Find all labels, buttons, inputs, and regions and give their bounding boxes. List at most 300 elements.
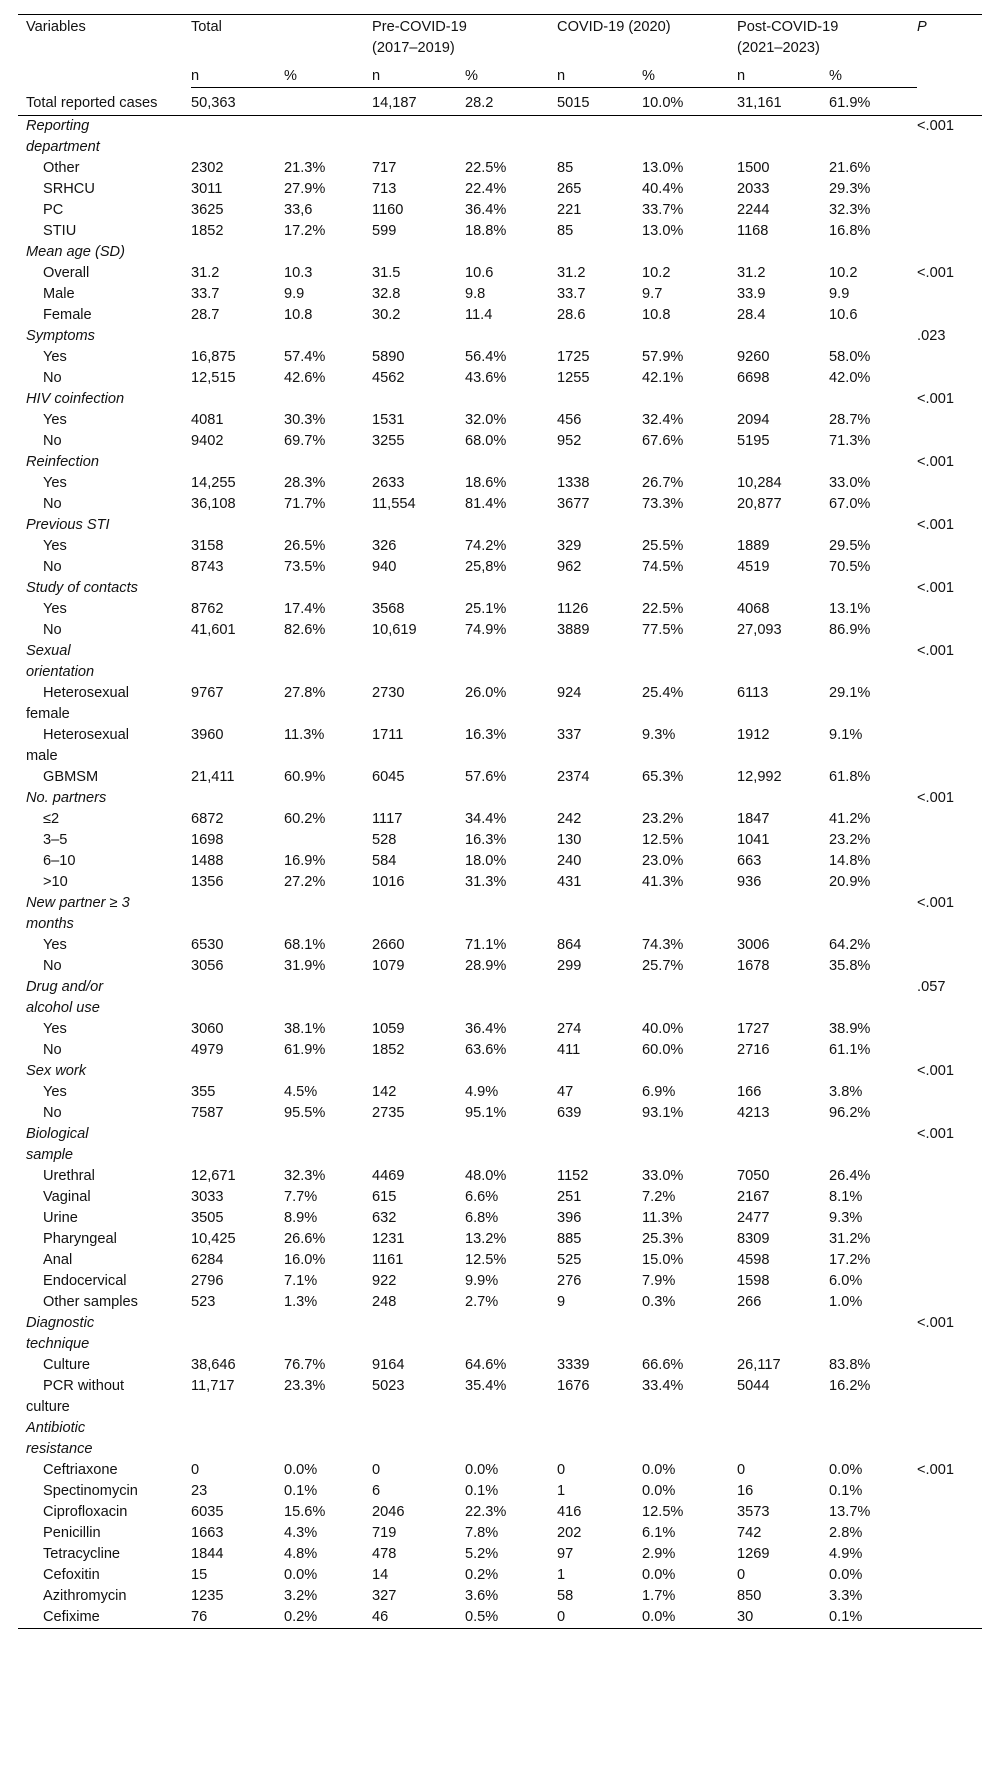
total-total-pct: [284, 88, 372, 116]
cell-p-value: [917, 200, 982, 221]
cell-total-pct: 27.2%: [284, 873, 326, 890]
cell-post-pct: 4.9%: [829, 1545, 863, 1562]
cell-covid-n: 240: [557, 852, 582, 869]
table-row: [18, 767, 982, 788]
cell-pre-n: 46: [372, 1607, 465, 1629]
cell-post-n: 1727: [737, 1020, 770, 1037]
cell-post-pct: [829, 389, 917, 410]
cell-covid-n: 58: [557, 1587, 574, 1604]
subheader-post-n: n: [737, 59, 829, 88]
category-label: Reinfection: [26, 453, 100, 470]
cell-total-n: 1698: [191, 831, 224, 848]
cell-post-pct: [829, 1124, 917, 1166]
cell-post-pct: 0.0%: [829, 1566, 863, 1583]
cell-pre-pct: 36.4%: [465, 201, 507, 218]
cell-p-value: [917, 1502, 982, 1523]
cell-pre-n: 10,619: [372, 621, 417, 638]
cell-pre-n: 142: [372, 1083, 397, 1100]
cell-pre-pct: [465, 1061, 557, 1082]
cell-total-pct: 31.9%: [284, 957, 326, 974]
cell-p-value: [917, 536, 982, 557]
row-label: >10: [43, 873, 68, 890]
cell-pre-pct: 4.9%: [465, 1083, 499, 1100]
cell-total-pct: [284, 1061, 372, 1082]
cell-total-pct: 26.5%: [284, 537, 326, 554]
category-row: [18, 578, 982, 599]
cell-post-pct: 64.2%: [829, 936, 871, 953]
cell-post-n: 3006: [737, 936, 770, 953]
category-row: [18, 389, 982, 410]
cell-pre-pct: 18.8%: [465, 222, 507, 239]
row-label: Ceftriaxone: [43, 1461, 118, 1478]
cell-covid-n: 416: [557, 1503, 582, 1520]
cell-covid-pct: 25.7%: [642, 957, 684, 974]
cell-post-pct: 13.7%: [829, 1503, 871, 1520]
cell-covid-n: 1676: [557, 1377, 590, 1394]
cell-p-value: [917, 767, 982, 788]
cell-covid-n: 456: [557, 411, 582, 428]
cell-total-pct: [284, 830, 372, 851]
cell-post-pct: 9.3%: [829, 1209, 863, 1226]
table-row: [18, 1103, 982, 1124]
cell-total-n: 21,411: [191, 768, 235, 785]
cell-p-value: <.001: [917, 1461, 954, 1478]
cell-covid-n: 329: [557, 537, 582, 554]
table-row: [18, 410, 982, 431]
cell-pre-pct: 12.5%: [465, 1251, 507, 1268]
cell-total-pct: 7.1%: [284, 1272, 318, 1289]
cell-pre-pct: 3.6%: [465, 1587, 499, 1604]
cell-pre-n: 5023: [372, 1377, 405, 1394]
cell-pre-n: [372, 242, 465, 263]
cell-post-pct: [829, 515, 917, 536]
data-table: [18, 14, 982, 1629]
cell-total-n: [191, 578, 284, 599]
table-row: [18, 1460, 982, 1481]
cell-pre-n: 713: [372, 180, 397, 197]
row-label: Culture: [43, 1356, 91, 1373]
cell-covid-n: [557, 115, 642, 158]
cell-covid-pct: 22.5%: [642, 600, 684, 617]
cell-pre-n: 632: [372, 1209, 397, 1226]
cell-post-pct: 3.8%: [829, 1083, 863, 1100]
cell-total-pct: 27.8%: [284, 684, 326, 701]
cell-total-n: 3960: [191, 726, 224, 743]
cell-pre-pct: [465, 641, 557, 683]
table-row: [18, 1229, 982, 1250]
table-row: [18, 1166, 982, 1187]
table-row: [18, 1040, 982, 1061]
cell-post-n: 10,284: [737, 474, 782, 491]
category-label: Biological sample: [26, 1125, 89, 1163]
cell-p-value: [917, 557, 982, 578]
cell-covid-pct: [642, 578, 737, 599]
cell-post-pct: 20.9%: [829, 873, 871, 890]
cell-total-pct: 4.5%: [284, 1083, 318, 1100]
cell-covid-n: 221: [557, 201, 582, 218]
row-label: Yes: [43, 1020, 67, 1037]
cell-pre-pct: [465, 788, 557, 809]
cell-total-pct: 8.9%: [284, 1209, 318, 1226]
cell-p-value: [917, 599, 982, 620]
header-post-covid-line1: Post-COVID-19: [737, 19, 839, 35]
cell-pre-n: [372, 1313, 465, 1355]
cell-post-n: 2477: [737, 1209, 770, 1226]
cell-covid-n: [557, 1124, 642, 1166]
cell-pre-n: [372, 893, 465, 935]
cell-p-value: [917, 1376, 982, 1418]
total-label: Total reported cases: [18, 88, 191, 116]
cell-total-n: 36,108: [191, 495, 236, 512]
cell-total-n: 0: [191, 1461, 200, 1478]
cell-pre-n: [372, 788, 465, 809]
subheader-pre-pct: %: [465, 59, 557, 88]
cell-pre-pct: 18.0%: [465, 852, 507, 869]
cell-pre-n: 478: [372, 1545, 397, 1562]
cell-p-value: [917, 431, 982, 452]
cell-pre-pct: 35.4%: [465, 1377, 507, 1394]
cell-covid-pct: 23.2%: [642, 810, 684, 827]
cell-post-n: 27,093: [737, 621, 782, 638]
cell-p-value: [917, 956, 982, 977]
cell-covid-n: [557, 893, 642, 935]
cell-covid-n: 1725: [557, 348, 590, 365]
cell-post-pct: 6.0%: [829, 1272, 863, 1289]
cell-covid-pct: 15.0%: [642, 1251, 684, 1268]
cell-pre-pct: [465, 977, 557, 1019]
cell-total-pct: [284, 515, 372, 536]
cell-post-n: 1678: [737, 957, 770, 974]
cell-total-pct: 21.3%: [284, 159, 326, 176]
cell-post-pct: 21.6%: [829, 159, 871, 176]
row-label: No: [43, 495, 62, 512]
cell-total-pct: 0.1%: [284, 1482, 318, 1499]
cell-total-n: 11,717: [191, 1377, 235, 1394]
row-label: No: [43, 558, 62, 575]
cell-post-pct: 32.3%: [829, 201, 871, 218]
cell-p-value: [917, 1523, 982, 1544]
category-label: Mean age (SD): [26, 243, 125, 260]
cell-total-pct: 26.6%: [284, 1230, 326, 1247]
cell-post-pct: 0.1%: [829, 1482, 863, 1499]
subheader-total-pct: %: [284, 59, 372, 88]
cell-post-pct: 2.8%: [829, 1524, 863, 1541]
cell-p-value: [917, 368, 982, 389]
cell-total-pct: 42.6%: [284, 369, 326, 386]
subheader-total-n: n: [191, 59, 284, 88]
cell-post-pct: 14.8%: [829, 852, 871, 869]
cell-pre-n: 5890: [372, 348, 405, 365]
category-label: Diagnostic technique: [26, 1314, 95, 1352]
cell-post-n: 0: [737, 1461, 746, 1478]
cell-pre-pct: 6.8%: [465, 1209, 499, 1226]
row-label: Spectinomycin: [43, 1482, 138, 1499]
header-row: [18, 15, 982, 60]
table-row: [18, 620, 982, 641]
cell-total-pct: 0.2%: [284, 1607, 372, 1629]
row-label: Azithromycin: [43, 1587, 127, 1604]
cell-pre-pct: 64.6%: [465, 1356, 507, 1373]
cell-post-n: [737, 788, 829, 809]
cell-covid-n: 924: [557, 684, 582, 701]
cell-total-pct: 23.3%: [284, 1377, 326, 1394]
cell-covid-n: 276: [557, 1272, 582, 1289]
cell-pre-pct: 71.1%: [465, 936, 507, 953]
table-row: [18, 1292, 982, 1313]
cell-covid-n: [557, 242, 642, 263]
category-label: No. partners: [26, 789, 107, 806]
cell-pre-pct: 32.0%: [465, 411, 507, 428]
cell-pre-pct: [465, 326, 557, 347]
cell-pre-n: 2660: [372, 936, 405, 953]
cell-covid-n: 337: [557, 726, 582, 743]
cell-covid-pct: 67.6%: [642, 432, 684, 449]
cell-covid-pct: [642, 1313, 737, 1355]
cell-covid-pct: [642, 977, 737, 1019]
table-row: [18, 1376, 982, 1418]
cell-pre-pct: 25,8%: [465, 558, 507, 575]
row-label: PC: [43, 201, 64, 218]
cell-post-n: [737, 578, 829, 599]
cell-total-n: [191, 515, 284, 536]
cell-pre-n: 1059: [372, 1020, 405, 1037]
subheader-covid-n: n: [557, 59, 642, 88]
row-label: No: [43, 1041, 62, 1058]
cell-p-value: <.001: [917, 894, 954, 911]
cell-total-n: 1663: [191, 1524, 224, 1541]
cell-total-pct: 28.3%: [284, 474, 326, 491]
cell-covid-pct: 33.7%: [642, 201, 684, 218]
cell-total-n: 3033: [191, 1188, 224, 1205]
subheader-pre-n: n: [372, 59, 465, 88]
row-label: No: [43, 432, 62, 449]
table-row: [18, 935, 982, 956]
cell-covid-n: 525: [557, 1251, 582, 1268]
cell-post-pct: [829, 452, 917, 473]
cell-total-n: 1235: [191, 1587, 224, 1604]
cell-p-value: <.001: [917, 1062, 954, 1079]
row-label: Yes: [43, 600, 67, 617]
cell-covid-pct: 65.3%: [642, 768, 684, 785]
cell-pre-n: 6045: [372, 768, 405, 785]
cell-post-n: [737, 326, 829, 347]
cell-pre-n: 14: [372, 1566, 389, 1583]
cell-pre-pct: 6.6%: [465, 1188, 499, 1205]
cell-post-pct: 23.2%: [829, 831, 871, 848]
header-p-label: P: [917, 19, 927, 35]
cell-total-pct: 11.3%: [284, 726, 325, 743]
cell-covid-pct: 1.7%: [642, 1587, 676, 1604]
cell-pre-pct: 34.4%: [465, 810, 507, 827]
cell-post-n: [737, 893, 829, 935]
cell-post-pct: 3.3%: [829, 1587, 863, 1604]
cell-pre-pct: [465, 893, 557, 935]
cell-post-n: 1598: [737, 1272, 770, 1289]
cell-p-value: [917, 284, 982, 305]
cell-post-n: [737, 1418, 829, 1460]
cell-p-value: <.001: [917, 453, 954, 470]
cell-covid-pct: 42.1%: [642, 369, 684, 386]
cell-post-pct: 0.0%: [829, 1461, 863, 1478]
cell-total-n: 3011: [191, 180, 223, 197]
cell-post-pct: [829, 893, 917, 935]
row-label: Overall: [43, 264, 90, 281]
cell-total-n: 41,601: [191, 621, 236, 638]
cell-pre-n: 1079: [372, 957, 405, 974]
cell-p-value: [917, 473, 982, 494]
cell-post-pct: 10.6: [829, 306, 858, 323]
cell-p-value: [917, 1229, 982, 1250]
cell-covid-n: 885: [557, 1230, 582, 1247]
category-label: HIV coinfection: [26, 390, 125, 407]
cell-total-n: [191, 893, 284, 935]
header-covid: COVID-19 (2020): [557, 15, 737, 60]
cell-total-n: 3625: [191, 201, 224, 218]
cell-total-pct: 4.8%: [284, 1545, 318, 1562]
cell-post-n: 2094: [737, 411, 770, 428]
cell-p-value: [917, 221, 982, 242]
cell-pre-n: [372, 389, 465, 410]
cell-covid-pct: 26.7%: [642, 474, 684, 491]
cell-p-value: [917, 851, 982, 872]
cell-total-n: 355: [191, 1083, 216, 1100]
cell-total-pct: 16.0%: [284, 1251, 326, 1268]
cell-p-value: [917, 179, 982, 200]
cell-p-value: <.001: [917, 117, 954, 134]
row-label: No: [43, 369, 62, 386]
cell-post-pct: [829, 1061, 917, 1082]
cell-covid-n: 85: [557, 222, 574, 239]
cell-total-n: [191, 1061, 284, 1082]
row-label: Yes: [43, 537, 67, 554]
cell-pre-pct: 48.0%: [465, 1167, 507, 1184]
cell-post-n: 4519: [737, 558, 770, 575]
cell-post-pct: 13.1%: [829, 600, 871, 617]
cell-p-value: [917, 1103, 982, 1124]
cell-post-n: 26,117: [737, 1356, 781, 1373]
cell-total-n: 7587: [191, 1104, 224, 1121]
table-row: [18, 1502, 982, 1523]
table-row: [18, 725, 982, 767]
row-label: GBMSM: [43, 768, 99, 785]
cell-total-pct: 17.4%: [284, 600, 326, 617]
table-row: [18, 851, 982, 872]
cell-total-pct: 60.2%: [284, 810, 326, 827]
header-post-covid-line2: (2021–2023): [737, 40, 820, 56]
cell-covid-pct: 23.0%: [642, 852, 684, 869]
cell-total-pct: 32.3%: [284, 1167, 326, 1184]
cell-pre-n: 599: [372, 222, 397, 239]
cell-covid-n: 33.7: [557, 285, 586, 302]
cell-post-n: 1500: [737, 159, 770, 176]
cell-post-pct: [829, 977, 917, 1019]
cell-pre-pct: [465, 115, 557, 158]
row-label: 6–10: [43, 852, 76, 869]
cell-pre-n: 615: [372, 1188, 397, 1205]
cell-post-n: 850: [737, 1587, 762, 1604]
cell-post-pct: 29.3%: [829, 180, 871, 197]
cell-post-n: 2167: [737, 1188, 770, 1205]
cell-post-pct: 35.8%: [829, 957, 871, 974]
cell-post-n: 31.2: [737, 264, 766, 281]
cell-total-pct: [284, 1124, 372, 1166]
cell-p-value: <.001: [917, 642, 954, 659]
cell-total-pct: 0.0%: [284, 1566, 318, 1583]
cell-total-n: 6530: [191, 936, 224, 953]
cell-p-value: [917, 1166, 982, 1187]
cell-post-pct: 1.0%: [829, 1293, 863, 1310]
cell-post-n: 8309: [737, 1230, 770, 1247]
row-label: Urethral: [43, 1167, 95, 1184]
total-pre-n: 14,187: [372, 88, 465, 116]
cell-p-value: [917, 1565, 982, 1586]
cell-covid-n: 28.6: [557, 306, 586, 323]
cell-covid-n: 202: [557, 1524, 582, 1541]
cell-p-value: [917, 494, 982, 515]
cell-total-n: 4979: [191, 1041, 224, 1058]
cell-pre-n: 32.8: [372, 285, 401, 302]
category-row: [18, 326, 982, 347]
cell-covid-n: [557, 326, 642, 347]
cell-post-pct: 17.2%: [829, 1251, 871, 1268]
cell-pre-pct: [465, 1124, 557, 1166]
cell-p-value: <.001: [917, 1125, 954, 1142]
cell-pre-pct: 0.1%: [465, 1482, 499, 1499]
table-row: [18, 1019, 982, 1040]
cell-pre-pct: 13.2%: [465, 1230, 507, 1247]
cell-covid-pct: 74.3%: [642, 936, 684, 953]
cell-pre-n: [372, 1418, 465, 1460]
cell-covid-n: 47: [557, 1083, 574, 1100]
category-label: Drug and/or alcohol use: [26, 978, 104, 1016]
cell-pre-n: 30.2: [372, 306, 401, 323]
table-body: [18, 15, 982, 1629]
cell-post-n: [737, 242, 829, 263]
table-row: [18, 1208, 982, 1229]
table-row: [18, 1271, 982, 1292]
cell-pre-pct: [465, 1418, 557, 1460]
cell-post-pct: 28.7%: [829, 411, 871, 428]
cell-covid-n: [557, 1061, 642, 1082]
cell-p-value: <.001: [917, 516, 954, 533]
cell-p-value: [917, 1481, 982, 1502]
cell-total-pct: [284, 641, 372, 683]
cell-pre-n: 584: [372, 852, 397, 869]
cell-post-n: [737, 1124, 829, 1166]
cell-covid-n: 9: [557, 1293, 566, 1310]
cell-total-pct: 38.1%: [284, 1020, 326, 1037]
cell-pre-n: 31.5: [372, 264, 401, 281]
row-label: Yes: [43, 1083, 67, 1100]
cell-covid-pct: 40.0%: [642, 1020, 684, 1037]
cell-pre-pct: [465, 515, 557, 536]
cell-pre-n: 2046: [372, 1503, 405, 1520]
row-label: Other samples: [43, 1293, 138, 1310]
cell-total-n: [191, 326, 284, 347]
cell-p-value: [917, 1418, 982, 1460]
cell-covid-n: 274: [557, 1020, 582, 1037]
table-row: [18, 683, 982, 725]
cell-pre-n: 1161: [372, 1251, 404, 1268]
subheader-p-empty: [917, 59, 982, 88]
category-row: [18, 1313, 982, 1355]
cell-total-n: 33.7: [191, 285, 220, 302]
category-label: Previous STI: [26, 516, 110, 533]
cell-post-pct: 67.0%: [829, 495, 871, 512]
row-label: Endocervical: [43, 1272, 127, 1289]
cell-total-pct: 68.1%: [284, 936, 326, 953]
category-label: Antibiotic resistance: [26, 1419, 93, 1457]
